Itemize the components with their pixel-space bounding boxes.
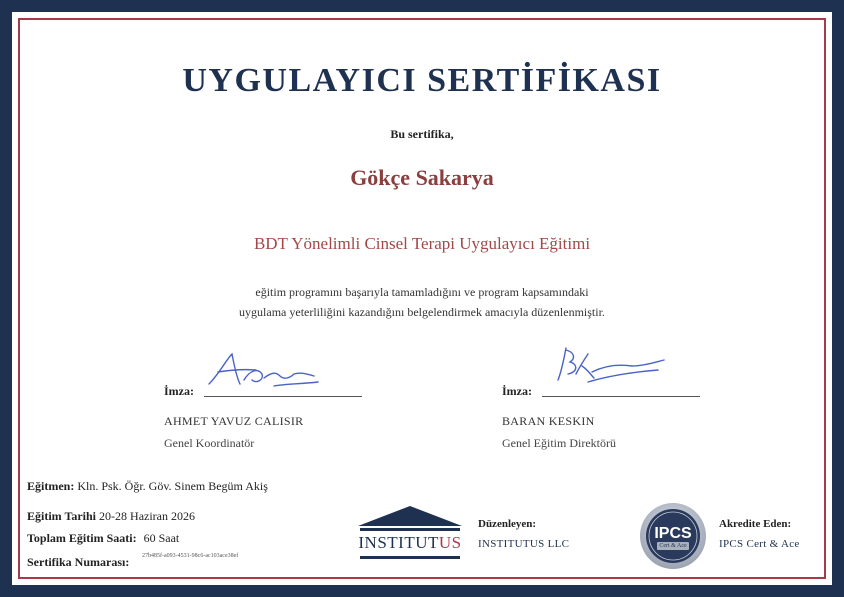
- badge-title: IPCS: [654, 525, 692, 542]
- hours-info: [27, 531, 179, 546]
- issuer-name: INSTITUTUS LLC: [478, 538, 570, 550]
- handwritten-signature-2: [548, 344, 668, 390]
- logo-text-main: INSTITUT: [358, 533, 439, 552]
- trainer-label: Eğitmen:: [27, 479, 75, 493]
- accreditor-name: IPCS Cert & Ace: [719, 538, 800, 550]
- certificate-title: UYGULAYICI SERTİFİKASI: [182, 62, 662, 99]
- description-line-2: uygulama yeterliliğini kazandığını belgelendirmek amacıyla düzenlenmiştir.: [239, 305, 605, 319]
- badge-subtitle: Cert & Ace: [659, 543, 687, 549]
- serial-info: [27, 555, 129, 570]
- handwritten-signature-1: [204, 350, 324, 392]
- ipcs-badge: [639, 502, 707, 570]
- serial-label: Sertifika Numarası:: [27, 555, 130, 569]
- date-info: [27, 509, 195, 524]
- trainer-info: [27, 479, 268, 494]
- certificate-paper: [12, 12, 832, 585]
- certificate-intro: Bu sertifika,: [390, 127, 454, 141]
- date-value: 20-28 Haziran 2026: [99, 509, 196, 523]
- signature-block-coordinator: [164, 350, 374, 460]
- signature-label-1: İmza:: [164, 384, 194, 398]
- hours-label: Toplam Eğitim Saati:: [27, 531, 137, 545]
- signature-block-director: [502, 344, 712, 460]
- signatory-name-2: BARAN KESKIN: [502, 414, 595, 428]
- certificate-description: [12, 282, 832, 322]
- accreditor-label: Akredite Eden:: [719, 518, 792, 530]
- institutus-logo: [354, 504, 466, 562]
- recipient-name: Gökçe Sakarya: [350, 165, 494, 190]
- signatory-role-1: Genel Koordinatör: [164, 436, 255, 450]
- description-line-1: eğitim programını başarıyla tamamladığını ve program kapsamındaki: [255, 285, 589, 299]
- signature-line-1: [204, 396, 362, 397]
- logo-text-accent: US: [438, 533, 462, 552]
- signatory-name-1: AHMET YAVUZ CALISIR: [164, 414, 304, 428]
- program-name: BDT Yönelimli Cinsel Terapi Uygulayıcı Eğitimi: [253, 234, 591, 253]
- institutus-logo-text: [358, 533, 462, 553]
- date-label: Eğitim Tarihi: [27, 509, 97, 523]
- serial-value: 27b485f-a093-4531-98c6-ac103ace38ef: [142, 553, 239, 559]
- signature-label-2: İmza:: [502, 384, 532, 398]
- signatory-role-2: Genel Eğitim Direktörü: [502, 436, 616, 450]
- trainer-value: Kln. Psk. Öğr. Göv. Sinem Begüm Akiş: [77, 479, 268, 493]
- signature-line-2: [542, 396, 700, 397]
- issuer-label: Düzenleyen:: [478, 518, 537, 530]
- hours-value: 60 Saat: [143, 531, 180, 545]
